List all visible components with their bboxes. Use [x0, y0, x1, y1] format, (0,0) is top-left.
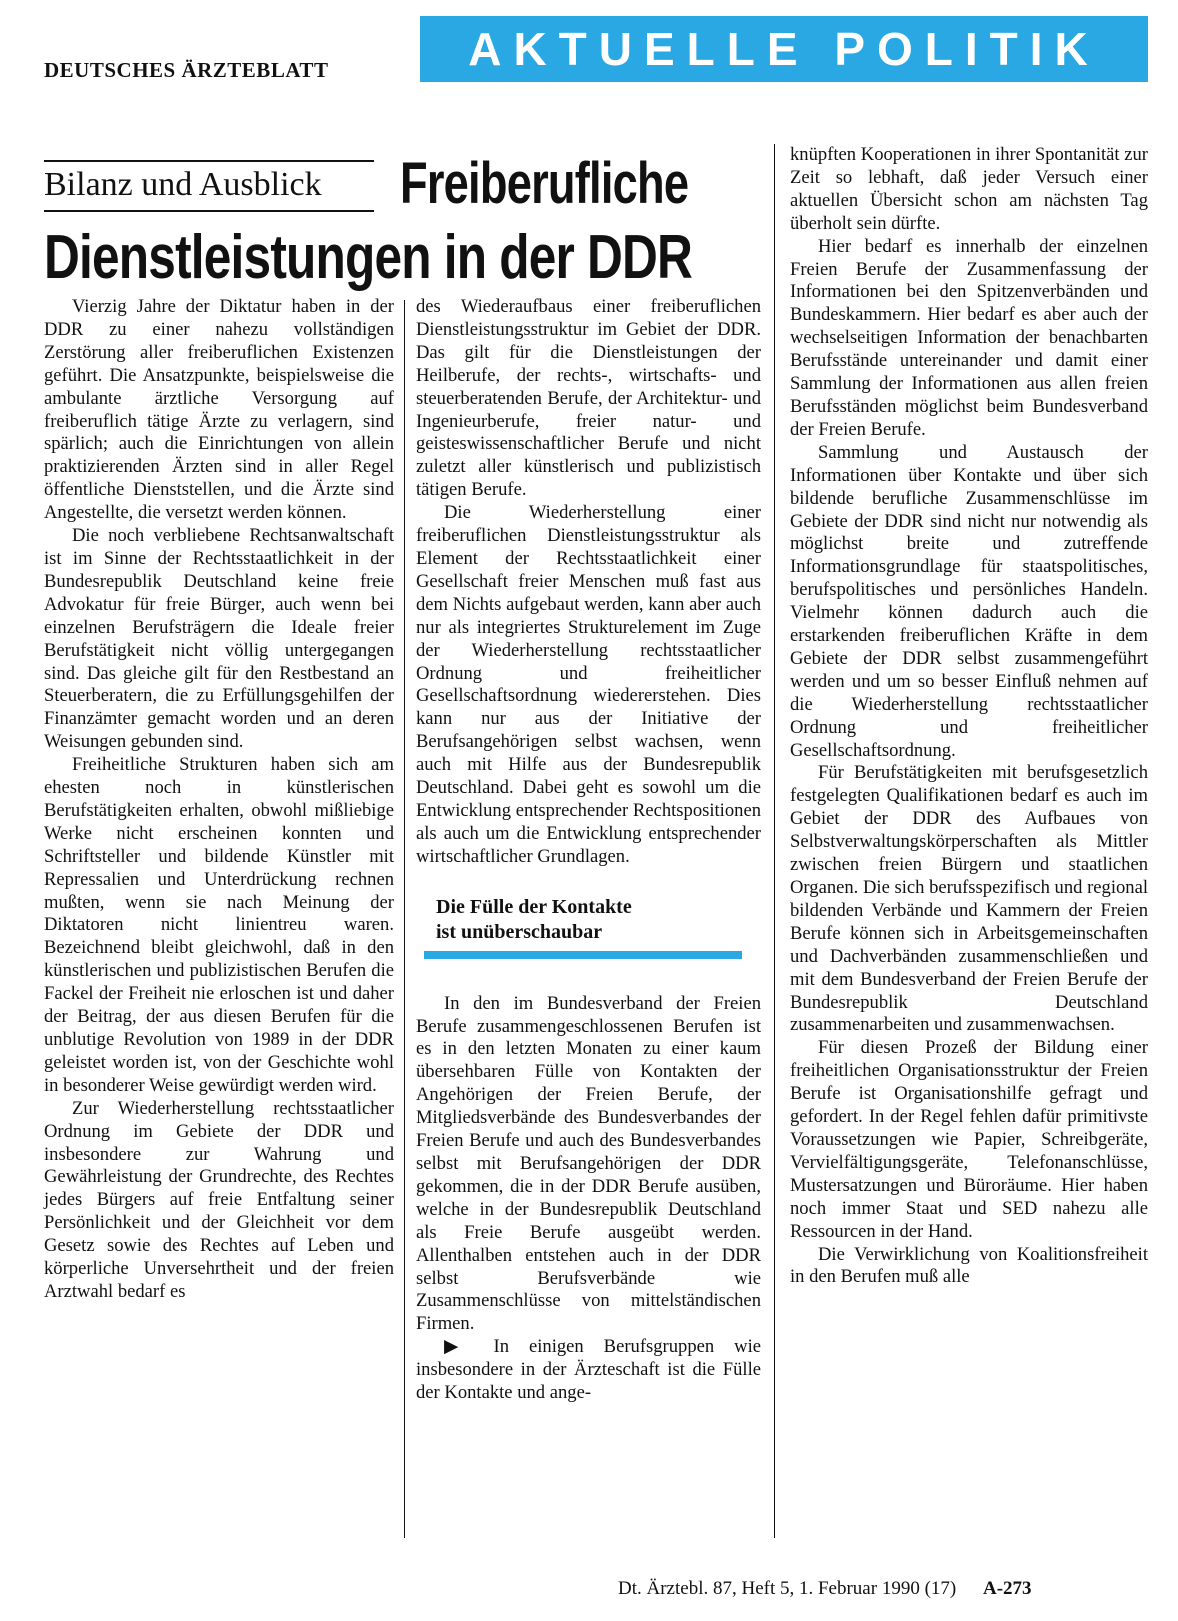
paragraph: Die Wiederherstellung einer freiberuflichen Dienstleistungsstruktur als Element der Rechtsstaatlichkeit einer Gesellschaft freier Menschen muß fast aus dem Nichts aufgebaut werden, kann aber auch nur als integriertes Strukturelement im Zuge der Wiederherstellung rechtsstaatlicher Ordnung und freiheitlicher Gesellschaftsordnung wiedererstehen. Dies kann nur aus der Initiative der Berufsangehörigen selbst wachsen, wenn auch mit Hilfe aus der Bundesrepublik Deutschland. Dabei geht es sowohl um die Entwicklung entsprechender Rechtspositionen als auch um die Entwicklung entsprechender wirtschaftlicher Grundlagen.: [416, 502, 761, 867]
subheading-accent-bar: [424, 951, 742, 959]
page-number: A-273: [982, 1578, 1032, 1599]
body-column-3: [790, 144, 1148, 1289]
column-rule-2: [774, 144, 775, 1538]
paragraph: Die Verwirklichung von Koalitionsfreiheit in den Berufen muß alle: [790, 1243, 1148, 1288]
paragraph: Vierzig Jahre der Diktatur haben in der DDR zu einer nahezu vollständigen Zerstörung aller freiberuflichen Existenzen geführt. Die Ansatzpunkte, beispielsweise die ambulante ärztliche Versorgung auf freiberuflich tätige Ärzte zu verlagern, sind spärlich; auch die Einrichtungen von allein praktizierenden Ärzten sind in aller Regel öffentliche Dienststellen, und die Ärzte sind Angestellte, die versetzt werden können.: [44, 296, 394, 524]
paragraph: Die noch verbliebene Rechtsanwaltschaft ist im Sinne der Rechtsstaatlichkeit in der Bundesrepublik Deutschland keine freie Advokatur für freie Bürger, auch wenn bei einzelnen Berufsträgern die Ideale freier Berufstätigkeit nicht völlig untergegangen sind. Das gleiche gilt für den Restbestand an Steuerberatern, die zu Erfüllungsgehilfen der Finanzämter gemacht worden und an deren Weisungen gebunden sind.: [44, 525, 394, 753]
paragraph: Freiheitliche Strukturen haben sich am ehesten noch in künstlerischen Berufstätigkeiten erhalten, obwohl mißliebige Werke nicht erscheinen konnten und Schriftsteller und bildende Künstler mit Repressalien und Unterdrückung rechnen mußten, wenn sie nach Meinung der Diktatoren nicht linientreu waren. Bezeichnend bleibt gleichwohl, daß in den künstlerischen und publizistischen Berufen die Fackel der Freiheit nie erloschen ist und daher der Beitrag, der aus diesen Berufen für die unblutige Revolution von 1989 in der DDR geleistet worden ist, von der Geschichte wohl in besonderer Weise gewürdigt werden wird.: [44, 754, 394, 1096]
paragraph: Für diesen Prozeß der Bildung einer freiheitlichen Organisationsstruktur der Freien Berufe ist Organisationshilfe gefragt und gefordert. In der Regel fehlen dafür primitivste Voraussetzungen wie Papier, Schreibgeräte, Vervielfältigungsgeräte, Telefonanschlüsse, Mustersatzungen und Büroräume. Hier haben noch immer Staat und SED nahezu alle Ressourcen in der Hand.: [790, 1037, 1148, 1242]
headline-line-1: Freiberufliche: [400, 151, 689, 216]
paragraph: Zur Wiederherstellung rechtsstaatlicher Ordnung im Gebiete der DDR und insbesondere zur Wahrung und Gewährleistung der Grundrechte, des Rechtes jedes Bürgers auf freie Entfaltung seiner Persönlichkeit und der Gleichheit vor dem Gesetz sowie des Rechtes auf Leben und körperliche Unversehrtheit und der freien Arztwahl bedarf es: [44, 1097, 394, 1302]
page-footer: [618, 1578, 1032, 1600]
paragraph: ▶ In einigen Berufsgruppen wie insbesondere in der Ärzteschaft ist die Fülle der Kontakte und ange-: [416, 1336, 761, 1404]
body-column-1: [44, 296, 394, 1304]
column-rule-1: [404, 300, 405, 1538]
paragraph: Sammlung und Austausch der Informationen über Kontakte und über sich bildende berufliche Zusammenschlüsse im Gebiete der DDR sind nicht nur notwendig als möglichst breite und zutreffende Informationsgrundlage für staatspolitisches, berufspolitisches und persönliches Handeln. Vielmehr können dadurch auch die erstarkenden freiberuflichen Kräfte in dem Gebiete der DDR selbst zusammengeführt werden und um so besser Einfluß nehmen auf die Wiederherstellung rechtsstaatlicher Ordnung und freiheitlicher Gesellschaftsordnung.: [790, 441, 1148, 761]
subheading-line-1: Die Fülle der Kontakte: [436, 895, 632, 918]
subheading-line-2: ist unüberschaubar: [436, 920, 603, 943]
citation: Dt. Ärztebl. 87, Heft 5, 1. Februar 1990 (17): [618, 1578, 957, 1599]
section-title: AKTUELLE POLITIK: [468, 23, 1100, 75]
article-kicker: Bilanz und Ausblick: [44, 160, 374, 212]
headline-line-2: Dienstleistungen in der DDR: [44, 223, 693, 292]
paragraph: Hier bedarf es innerhalb der einzelnen Freien Berufe der Zusammenfassung der Informationen bei den Spitzenverbänden und Bundeskammern. Hier bedarf es aber auch der wechselseitigen Information der benachbarten Berufsstände untereinander und damit einer Sammlung der Informationen aus allen freien Berufsständen möglichst beim Bundesverband der Freien Berufe.: [790, 235, 1148, 440]
paragraph: In den im Bundesverband der Freien Berufe zusammengeschlossenen Berufen ist es in den letzten Monaten zu einer kaum übersehbaren Fülle von Kontakten der Angehörigen der Freien Berufe, der Mitgliedsverbände des Bundesverbandes der Freien Berufe und auch des Bundesverbandes selbst mit Berufsangehörigen der DDR gekommen, die in der DDR Berufe ausüben, welche in der Bundesrepublik Deutschland als Freie Berufe ausgeübt werden. Allenthalben entstehen auch in der DDR selbst Berufsverbände wie Zusammenschlüsse von mittelständischen Firmen.: [416, 992, 761, 1335]
section-banner: [420, 16, 1148, 82]
subheading: [416, 895, 761, 959]
body-column-2: [416, 296, 761, 1405]
paragraph: Für Berufstätigkeiten mit berufsgesetzlich festgelegten Qualifikationen bedarf es auch im Gebiet der DDR des Aufbaues von Selbstverwaltungskörperschaften als Mittler zwischen freien Bürgern und staatlichen Organen. Die sich berufsspezifisch und regional bildenden Verbände und Kammern der Freien Berufe können sich in Arbeitsgemeinschaften und Dachverbänden zusammenschließen und mit dem Bundesverband der Freien Berufe der Bundesrepublik Deutschland zusammenarbeiten und zusammenwachsen.: [790, 762, 1148, 1036]
journal-name: DEUTSCHES ÄRZTEBLATT: [44, 58, 329, 82]
paragraph: knüpften Kooperationen in ihrer Spontanität zur Zeit so lebhaft, daß jeder Versuch einer aktuellen Übersicht schon am nächsten Tag überholt sein dürfte.: [790, 144, 1148, 234]
paragraph: des Wiederaufbaus einer freiberuflichen Dienstleistungsstruktur im Gebiet der DDR. Das gilt für die Dienstleistungen der Heilberufe, der rechts-, wirtschafts- und steuerberatenden Berufe, der Architektur- und Ingenieurberufe, freier natur- und geisteswissenschaftlicher Berufe und nicht zuletzt aller künstlerisch und publizistisch tätigen Berufe.: [416, 296, 761, 501]
